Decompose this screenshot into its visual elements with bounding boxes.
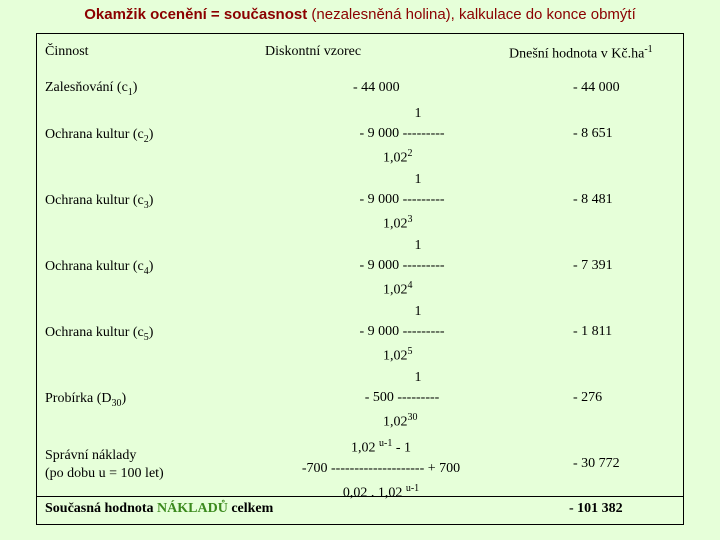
row-label-text: Ochrana kultur (c bbox=[45, 193, 144, 208]
formula-denominator-base: 1,02 bbox=[383, 150, 408, 166]
formula-numerator: 1 bbox=[414, 172, 422, 187]
row-label-text: Ochrana kultur (c bbox=[45, 325, 144, 340]
formula-denominator bbox=[283, 479, 479, 504]
total-separator bbox=[37, 496, 683, 497]
row-label-line2: (po dobu u = 100 let) bbox=[45, 466, 164, 481]
row-formula-spravni-naklady bbox=[283, 434, 479, 503]
formula-denominator-base: 1,02 bbox=[383, 216, 408, 232]
formula-denominator-base: 1,02 bbox=[383, 414, 408, 430]
row-label-text: Ochrana kultur (c bbox=[45, 259, 144, 274]
row-label-end: ) bbox=[132, 80, 138, 95]
row-label-ochrana-c4 bbox=[45, 259, 153, 277]
formula-main: - 9 000 --------- bbox=[359, 126, 445, 141]
row-label-ochrana-c5 bbox=[45, 325, 153, 343]
formula-main: - 9 000 --------- bbox=[359, 258, 445, 273]
formula-denominator-exp: 4 bbox=[407, 280, 413, 291]
row-formula-ochrana-c5 bbox=[327, 302, 477, 367]
header-diskontni-vzorec: Diskontní vzorec bbox=[265, 44, 362, 59]
total-label-highlight: NÁKLADŮ bbox=[157, 501, 228, 516]
row-label-spravni-naklady bbox=[45, 447, 164, 483]
formula-denominator-base: 1,02 bbox=[383, 348, 408, 364]
formula-numerator: 1 bbox=[414, 238, 422, 253]
total-value: - 101 382 bbox=[569, 501, 623, 516]
row-label-ochrana-c3 bbox=[45, 193, 153, 211]
row-formula-ochrana-c2 bbox=[327, 104, 477, 169]
cost-table bbox=[36, 33, 684, 525]
header-dnesni-hodnota bbox=[509, 44, 653, 63]
row-label-end: ) bbox=[148, 259, 154, 274]
slide-title bbox=[0, 6, 720, 23]
row-label-text: Probírka (D bbox=[45, 391, 112, 406]
formula-main: - 500 --------- bbox=[364, 390, 440, 405]
row-label-sub: 5 bbox=[143, 331, 149, 343]
header-unit-sup: -1 bbox=[644, 44, 653, 55]
row-label-sub: 3 bbox=[143, 199, 149, 211]
row-formula-zalesnovani: - 44 000 bbox=[353, 80, 400, 95]
formula-numerator: 1 bbox=[414, 370, 422, 385]
formula-denominator bbox=[327, 210, 477, 235]
row-value-zalesnovani: - 44 000 bbox=[573, 80, 620, 95]
row-value-ochrana-c2: - 8 651 bbox=[573, 126, 613, 141]
formula-numerator: 1 bbox=[414, 304, 422, 319]
row-label-sub: 1 bbox=[127, 86, 133, 98]
formula-denominator bbox=[327, 342, 477, 367]
row-value-ochrana-c5: - 1 811 bbox=[573, 324, 613, 339]
row-label-text: Zalesňování (c bbox=[45, 80, 128, 95]
row-label-end: ) bbox=[148, 127, 154, 142]
formula-denominator bbox=[327, 276, 477, 301]
row-label-ochrana-c2 bbox=[45, 127, 153, 145]
row-label-sub: 4 bbox=[143, 265, 149, 277]
row-label-line1: Správní náklady bbox=[45, 448, 137, 463]
formula-denominator-base: 0,02 . 1,02 bbox=[342, 485, 406, 501]
row-label-end: ) bbox=[148, 193, 154, 208]
formula-numerator: 1 bbox=[414, 106, 422, 121]
row-label-text: Ochrana kultur (c bbox=[45, 127, 144, 142]
formula-denominator-exp: u-1 bbox=[405, 482, 420, 494]
row-value-ochrana-c4: - 7 391 bbox=[573, 258, 613, 273]
row-value-probirka: - 276 bbox=[573, 390, 603, 405]
formula-numerator-exp: u-1 bbox=[378, 438, 393, 449]
row-label-end: ) bbox=[121, 391, 127, 406]
header-dnesni-hodnota-text: Dnešní hodnota v Kč.ha bbox=[509, 46, 645, 62]
formula-denominator-base: 1,02 bbox=[383, 282, 408, 298]
formula-numerator-base: 1,02 bbox=[350, 440, 379, 456]
row-formula-ochrana-c3 bbox=[327, 170, 477, 235]
row-formula-probirka bbox=[327, 368, 477, 433]
formula-denominator-exp: 30 bbox=[407, 412, 418, 423]
title-normal: (nezalesněná holina), kalkulace do konce obmýtí bbox=[307, 6, 636, 23]
row-label-sub: 30 bbox=[111, 397, 122, 409]
row-label-end: ) bbox=[148, 325, 154, 340]
title-bold: Okamžik ocenění = současnost bbox=[84, 6, 308, 23]
row-label-sub: 2 bbox=[143, 133, 149, 145]
formula-denominator bbox=[327, 408, 477, 433]
formula-main: - 9 000 --------- bbox=[359, 324, 445, 339]
row-label-zalesnovani bbox=[45, 80, 137, 98]
formula-numerator-end: - 1 bbox=[392, 440, 411, 456]
row-label-probirka bbox=[45, 391, 126, 409]
formula-denominator-exp: 5 bbox=[407, 346, 413, 357]
formula-denominator bbox=[327, 144, 477, 169]
formula-denominator-exp: 2 bbox=[407, 148, 413, 159]
formula-main: - 9 000 --------- bbox=[359, 192, 445, 207]
row-value-ochrana-c3: - 8 481 bbox=[573, 192, 613, 207]
total-label-start: Současná hodnota bbox=[45, 501, 158, 516]
row-formula-ochrana-c4 bbox=[327, 236, 477, 301]
formula-main: -700 -------------------- + 700 bbox=[301, 460, 461, 476]
total-label-end: celkem bbox=[227, 501, 274, 516]
row-value-spravni-naklady: - 30 772 bbox=[573, 456, 620, 471]
formula-numerator bbox=[283, 434, 479, 459]
header-cinnost: Činnost bbox=[45, 44, 89, 59]
total-label bbox=[45, 501, 273, 517]
formula-denominator-exp: 3 bbox=[407, 214, 413, 225]
